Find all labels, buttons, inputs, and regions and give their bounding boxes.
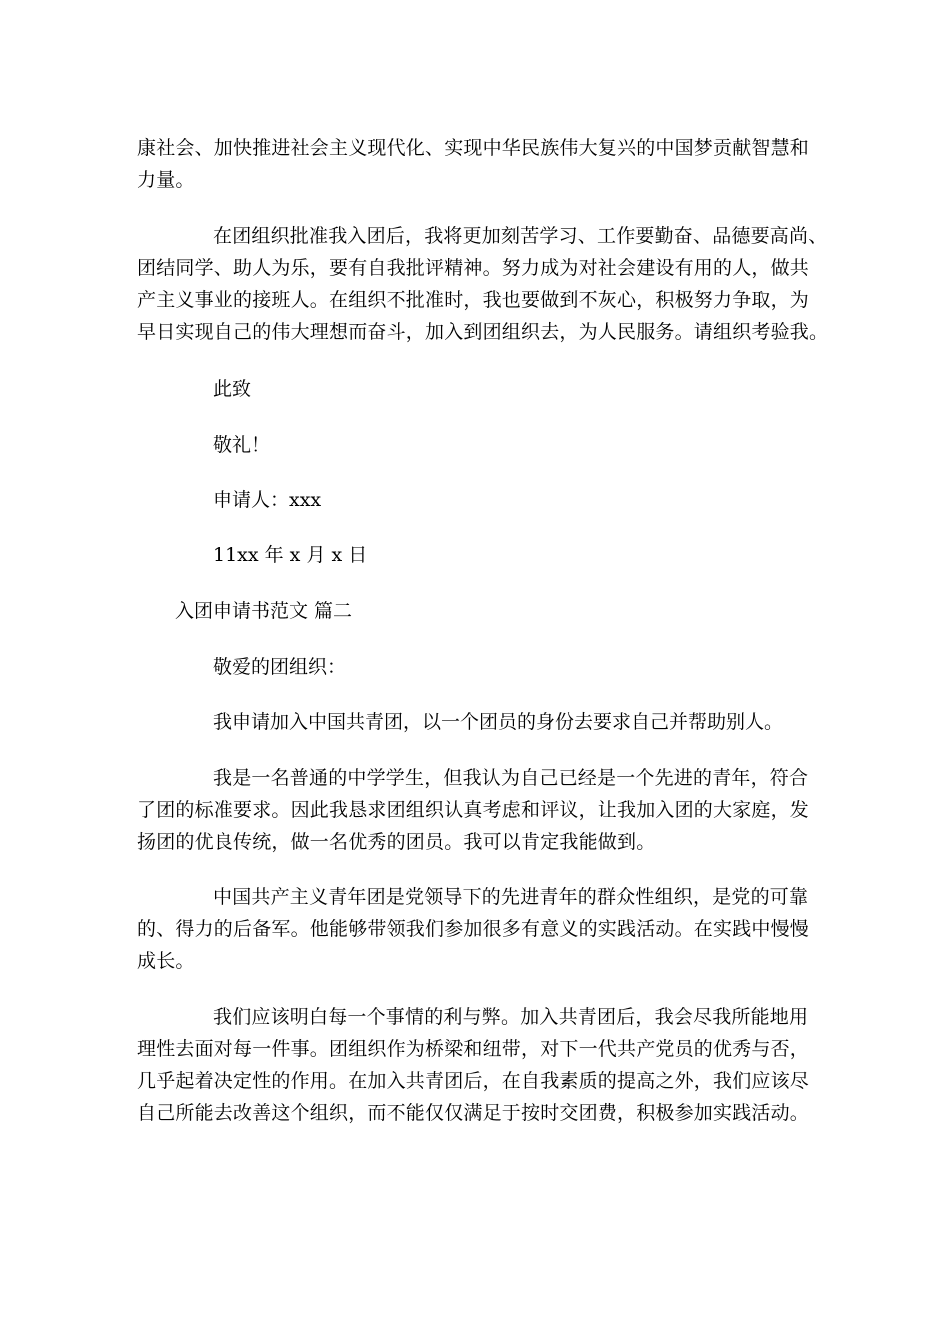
paragraph-line: 成长。: [137, 950, 195, 972]
paragraph-line: 理性去面对每一件事。团组织作为桥梁和纽带，对下一代共产党员的优秀与否，: [137, 1038, 810, 1060]
paragraph-5: [137, 881, 817, 977]
salutation: 敬爱的团组织：: [213, 656, 347, 678]
closing-line-1: 此致: [213, 378, 252, 400]
paragraph-2: [137, 220, 829, 348]
paragraph-line: 产主义事业的接班人。在组织不批准时，我也要做到不灰心，积极努力争取，为: [137, 289, 810, 311]
paragraph-line: 几乎起着决定性的作用。在加入共青团后，在自我素质的提高之外，我们应该尽: [137, 1070, 810, 1092]
paragraph-line: 在团组织批准我入团后，我将更加刻苦学习、工作要勤奋、品德要高尚、: [213, 225, 828, 247]
paragraph-line: 扬团的优良传统，做一名优秀的团员。我可以肯定我能做到。: [137, 831, 656, 853]
paragraph-line: 了团的标准要求。因此我恳求团组织认真考虑和评议，让我加入团的大家庭，发: [137, 799, 810, 821]
applicant-line: 申请人：xxx: [213, 489, 322, 511]
paragraph-line: 早日实现自己的伟大理想而奋斗，加入到团组织去，为人民服务。请组织考验我。: [137, 321, 829, 343]
paragraph-4: [137, 762, 817, 858]
paragraph-6: [137, 1001, 817, 1129]
closing-line-2: 敬礼！: [213, 434, 271, 456]
paragraph-line: 我是一名普通的中学学生，但我认为自己已经是一个先进的青年，符合: [213, 767, 809, 789]
paragraph-line: 自己所能去改善这个组织，而不能仅仅满足于按时交团费，积极参加实践活动。: [137, 1102, 810, 1124]
paragraph-3: 我申请加入中国共青团，以一个团员的身份去要求自己并帮助别人。: [213, 711, 784, 733]
date-line: 11xx 年 x 月 x 日: [213, 544, 368, 566]
paragraph-line: 力量。: [137, 169, 195, 191]
section-title: 入团申请书范文 篇二: [175, 600, 353, 622]
paragraph-line: 中国共产主义青年团是党领导下的先进青年的群众性组织，是党的可靠: [213, 886, 809, 908]
paragraph-line: 团结同学、助人为乐，要有自我批评精神。努力成为对社会建设有用的人，做共: [137, 257, 810, 279]
paragraph-line: 的、得力的后备军。他能够带领我们参加很多有意义的实践活动。在实践中慢慢: [137, 918, 810, 940]
paragraph-1: [137, 132, 817, 196]
paragraph-line: 我们应该明白每一个事情的利与弊。加入共青团后，我会尽我所能地用: [213, 1006, 809, 1028]
paragraph-line: 康社会、加快推进社会主义现代化、实现中华民族伟大复兴的中国梦贡献智慧和: [137, 137, 810, 159]
